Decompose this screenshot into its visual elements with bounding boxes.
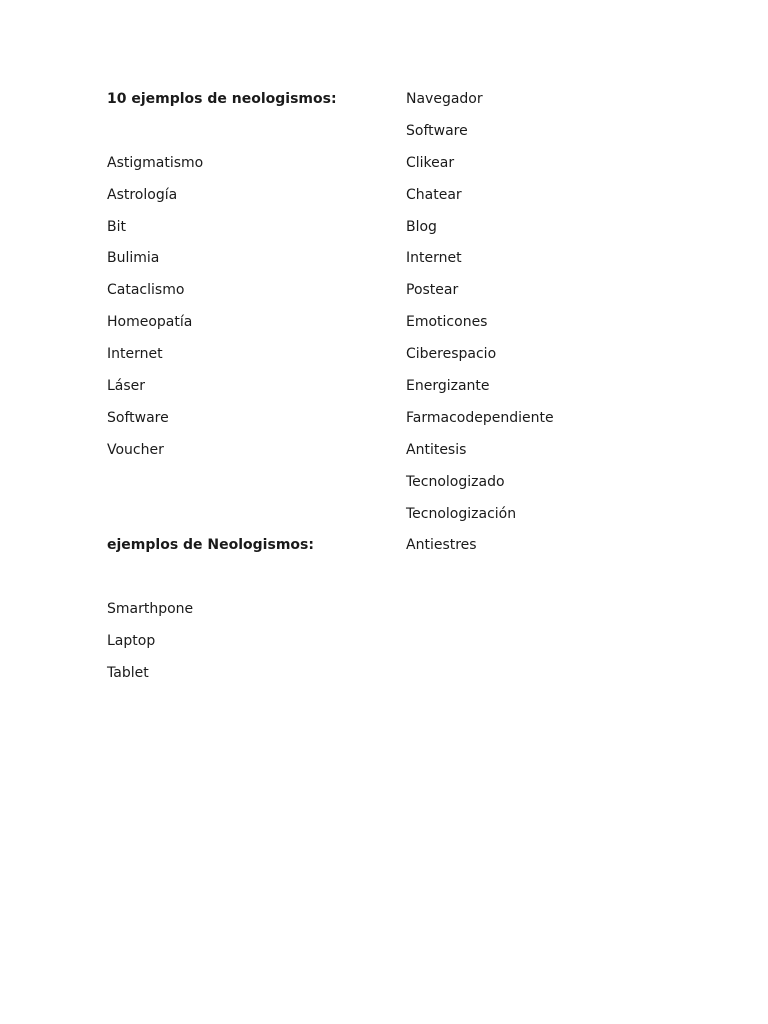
list-item: Antitesis [406,441,467,458]
list-item: Laptop [107,633,156,650]
blank-line [107,121,387,153]
list-item: Software [107,409,169,426]
list-item: Postear [406,282,459,299]
blank-line [107,472,387,504]
list-item: Software [406,122,468,139]
list-item: Internet [406,250,462,267]
list-item: Láser [107,378,146,395]
list-item: Navegador [406,91,483,107]
list-item: Voucher [107,441,164,458]
list-item: Bulimia [107,250,160,267]
list-item: Energizante [406,378,490,395]
blank-line [107,567,387,599]
list-item: Internet [107,346,163,363]
list-item: Astrología [107,186,178,203]
blank-line [107,504,387,536]
list-item: Farmacodependiente [406,409,554,426]
right-column [406,89,706,567]
left-column [107,89,387,695]
list-item: Ciberespacio [406,346,497,363]
list-item: Smarthpone [107,601,194,618]
list-item: Cataclismo [107,282,185,299]
list-item: Chatear [406,186,462,203]
heading-ten-examples: 10 ejemplos de neologismos: [107,91,337,107]
list-item: Bit [107,218,126,235]
list-item: Astigmatismo [107,154,204,171]
heading-neologism-examples: ejemplos de Neologismos: [107,537,314,554]
list-item: Antiestres [406,537,477,554]
list-item: Emoticones [406,314,488,331]
list-item: Tablet [107,665,149,682]
list-item: Tecnologización [406,505,517,522]
list-item: Homeopatía [107,314,193,331]
list-item: Tecnologizado [406,473,505,490]
list-item: Blog [406,218,437,235]
list-item: Clikear [406,154,455,171]
